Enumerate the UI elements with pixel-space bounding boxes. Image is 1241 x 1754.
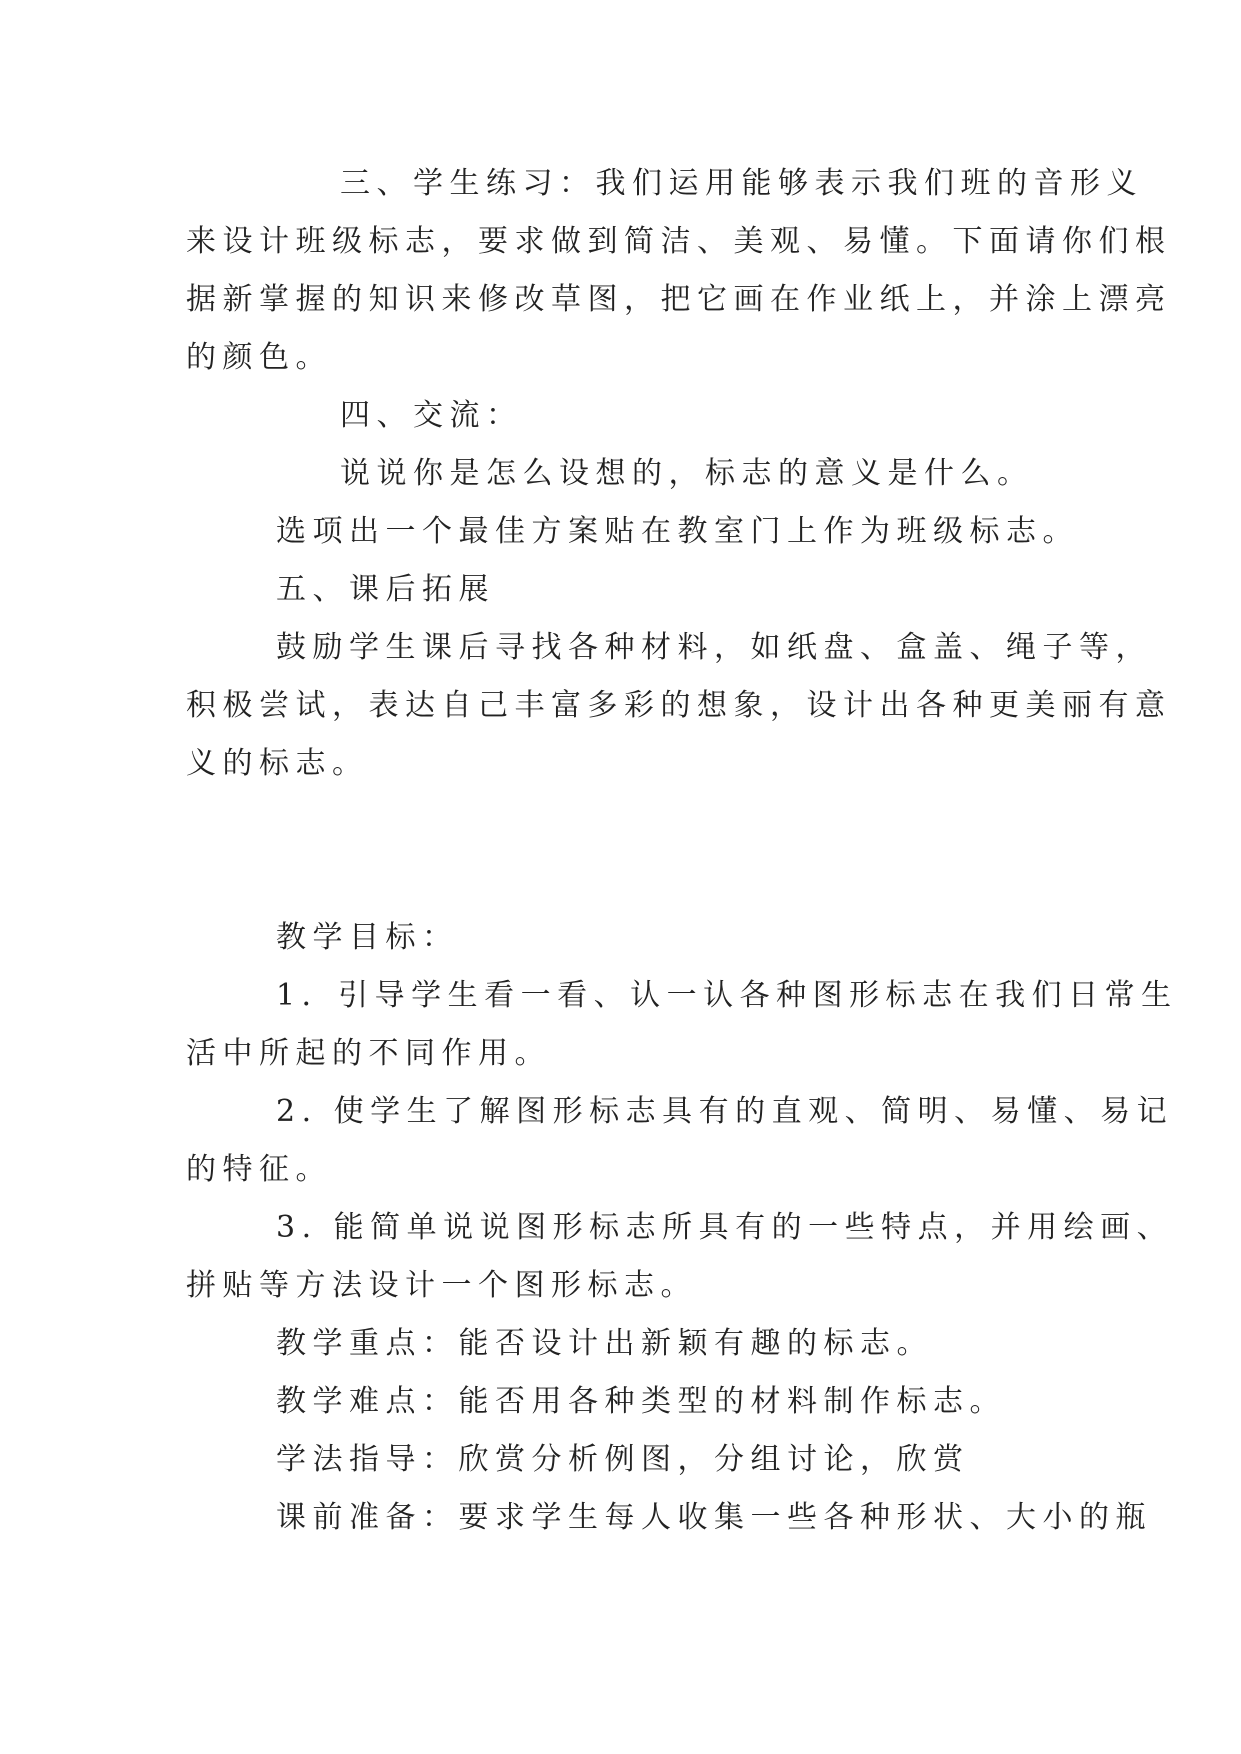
objective-1-line-1: 1．引导学生看一看、认一认各种图形标志在我们日常生 [276, 978, 1178, 1013]
exchange-line-2: 选项出一个最佳方案贴在教室门上作为班级标志。 [276, 514, 1079, 549]
exchange-heading: 四、交流： [340, 398, 523, 433]
objective-2-line-1: 2. 使学生了解图形标志具有的直观、简明、易懂、易记 [276, 1094, 1174, 1129]
extension-line-3: 义的标志。 [186, 746, 369, 781]
learning-method: 学法指导：欣赏分析例图，分组讨论，欣赏 [276, 1442, 970, 1477]
objectives-heading: 教学目标： [276, 920, 459, 955]
preparation: 课前准备：要求学生每人收集一些各种形状、大小的瓶 [276, 1500, 1152, 1535]
extension-line-1: 鼓励学生课后寻找各种材料，如纸盘、盒盖、绳子等， [276, 630, 1152, 665]
practice-line-2: 来设计班级标志，要求做到简洁、美观、易懂。下面请你们根 [186, 224, 1172, 259]
objective-3-line-2: 拼贴等方法设计一个图形标志。 [186, 1268, 697, 1303]
practice-line-4: 的颜色。 [186, 340, 332, 375]
objective-3-line-1: 3. 能简单说说图形标志所具有的一些特点，并用绘画、 [276, 1210, 1174, 1245]
exchange-line-1: 说说你是怎么设想的，标志的意义是什么。 [340, 456, 1034, 491]
objective-2-line-2: 的特征。 [186, 1152, 332, 1187]
key-point: 教学重点：能否设计出新颖有趣的标志。 [276, 1326, 933, 1361]
practice-line-1: 三、学生练习：我们运用能够表示我们班的音形义 [340, 166, 1143, 201]
extension-line-2: 积极尝试，表达自己丰富多彩的想象，设计出各种更美丽有意 [186, 688, 1172, 723]
extension-heading: 五、课后拓展 [276, 572, 495, 607]
practice-line-3: 据新掌握的知识来修改草图，把它画在作业纸上，并涂上漂亮 [186, 282, 1172, 317]
difficulty: 教学难点：能否用各种类型的材料制作标志。 [276, 1384, 1006, 1419]
objective-1-line-2: 活中所起的不同作用。 [186, 1036, 551, 1071]
